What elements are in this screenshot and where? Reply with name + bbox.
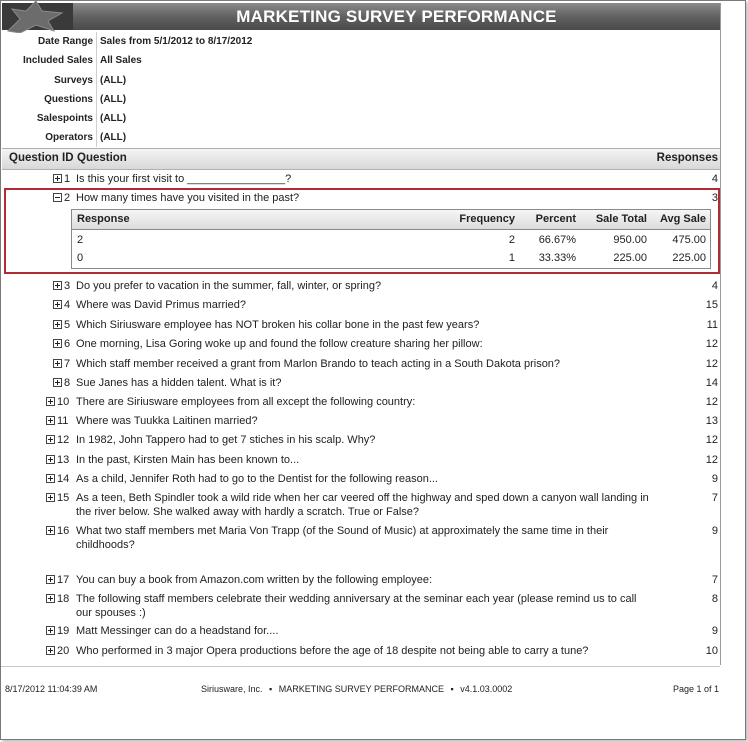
- question-text: As a teen, Beth Spindler took a wild ride when her car veered off the highway and sped down a canyon wall landing in the river below. She walked away with hardly a scratch. True or False?: [76, 492, 649, 518]
- detail-frequency: 1: [508, 252, 515, 264]
- param-label: Questions: [44, 93, 93, 105]
- question-responses: 9: [711, 625, 718, 637]
- question-id: 11: [57, 415, 69, 427]
- detail-col-avg-sale: Avg Sale: [659, 213, 706, 225]
- question-text: Where was David Primus married?: [76, 299, 246, 311]
- col-question: Question: [77, 152, 127, 164]
- detail-percent: 66.67%: [538, 234, 576, 246]
- question-id: 10: [57, 396, 70, 408]
- param-value: (ALL): [100, 132, 127, 144]
- question-responses: 10: [705, 645, 718, 657]
- question-id: 2: [64, 192, 71, 204]
- question-text: There are Siriusware employees from all except the following country:: [76, 396, 416, 408]
- col-question-id: Question ID: [9, 152, 74, 164]
- detail-avg-sale: 225.00: [672, 252, 706, 264]
- question-responses: 12: [705, 434, 718, 446]
- expand-icon[interactable]: [53, 300, 62, 309]
- param-value: (ALL): [100, 93, 127, 105]
- expand-icon[interactable]: [46, 646, 55, 655]
- question-id: 20: [57, 645, 70, 657]
- question-id: 19: [57, 625, 70, 637]
- footer-center: [201, 684, 512, 694]
- param-value: Sales from 5/1/2012 to 8/17/2012: [100, 36, 253, 47]
- question-text: Matt Messinger can do a headstand for....: [76, 625, 279, 637]
- question-responses: 8: [711, 593, 718, 605]
- detail-sale-total: 950.00: [613, 234, 647, 246]
- expand-icon[interactable]: [53, 281, 62, 290]
- param-label: Surveys: [54, 74, 93, 86]
- question-text: Do you prefer to vacation in the summer, fall, winter, or spring?: [76, 280, 382, 292]
- detail-percent: 33.33%: [538, 252, 576, 264]
- question-text: As a child, Jennifer Roth had to go to the Dentist for the following reason...: [76, 473, 438, 485]
- param-row: [1, 90, 720, 109]
- question-responses: 13: [705, 415, 718, 427]
- detail-col-frequency: Frequency: [459, 213, 515, 225]
- expand-icon[interactable]: [53, 174, 62, 183]
- question-text: Which Siriusware employee has NOT broken his collar bone in the past few years?: [76, 319, 480, 331]
- question-id: 5: [64, 319, 71, 331]
- param-value: All Sales: [100, 55, 142, 67]
- question-id: 13: [57, 454, 70, 466]
- question-id: 4: [64, 299, 71, 311]
- question-id: 1: [64, 173, 71, 185]
- question-responses: 12: [705, 338, 718, 350]
- question-id: 17: [57, 574, 70, 586]
- expand-icon[interactable]: [53, 320, 62, 329]
- col-responses: Responses: [656, 152, 718, 164]
- expand-icon[interactable]: [46, 397, 55, 406]
- param-label: Date Range: [37, 36, 93, 47]
- detail-row: [72, 249, 710, 267]
- footer-page-number: Page 1 of 1: [672, 684, 719, 694]
- question-responses: 12: [705, 396, 718, 408]
- param-label: Included Sales: [22, 55, 93, 67]
- question-id: 3: [64, 280, 71, 292]
- question-responses: 11: [706, 319, 718, 331]
- expand-icon[interactable]: [46, 474, 55, 483]
- footer-company: Siriusware, Inc.: [201, 684, 263, 694]
- question-responses: 15: [705, 299, 718, 311]
- detail-avg-sale: 475.00: [672, 234, 706, 246]
- expand-icon[interactable]: [53, 378, 62, 387]
- detail-col-sale-total: Sale Total: [595, 213, 647, 225]
- footer-separator: ▪: [269, 684, 273, 694]
- question-id: 14: [57, 473, 70, 485]
- question-id: 18: [57, 593, 70, 605]
- question-id: 15: [57, 492, 70, 504]
- question-text: Sue Janes has a hidden talent. What is it?: [76, 377, 282, 389]
- question-text: What two staff members met Maria Von Trapp (of the Sound of Music) at approximately the same time in their childhoods?: [76, 525, 609, 551]
- detail-row: [72, 231, 710, 249]
- detail-col-response: Response: [77, 213, 130, 225]
- question-text: In the past, Kirsten Main has been known to...: [76, 454, 300, 466]
- param-row: [1, 32, 720, 51]
- expand-icon[interactable]: [46, 575, 55, 584]
- question-responses: 12: [705, 358, 718, 370]
- question-text: In 1982, John Tappero had to get 7 stiches in his scalp. Why?: [76, 434, 376, 446]
- star-logo-icon: [2, 1, 74, 33]
- question-responses: 9: [711, 525, 718, 537]
- detail-response: 0: [77, 252, 84, 264]
- expand-icon[interactable]: [46, 526, 55, 535]
- footer-report-name: MARKETING SURVEY PERFORMANCE: [278, 684, 444, 694]
- param-row: [1, 109, 720, 128]
- question-id: 6: [64, 338, 71, 350]
- page-right-rule: [720, 3, 721, 665]
- question-responses: 7: [711, 574, 718, 586]
- question-text: Is this your first visit to ________________?: [76, 173, 292, 185]
- expand-icon[interactable]: [46, 493, 55, 502]
- expand-icon[interactable]: [46, 435, 55, 444]
- question-responses: 4: [711, 173, 718, 185]
- question-id: 12: [57, 434, 70, 446]
- question-responses: 9: [711, 473, 718, 485]
- question-text: Who performed in 3 major Opera productions before the age of 18 despite not being able to carry a tune?: [76, 645, 589, 657]
- question-id: 7: [64, 358, 71, 370]
- question-responses: 4: [711, 280, 718, 292]
- expand-icon[interactable]: [46, 416, 55, 425]
- question-responses: 14: [705, 377, 718, 389]
- question-responses: 3: [711, 192, 718, 204]
- param-row: [1, 128, 720, 147]
- question-text: You can buy a book from Amazon.com written by the following employee:: [76, 574, 433, 586]
- detail-sale-total: 225.00: [613, 252, 647, 264]
- footer-version: v4.1.03.0002: [460, 684, 513, 694]
- question-id: 16: [57, 525, 70, 537]
- report-parameters: [1, 32, 720, 148]
- detail-response: 2: [77, 234, 84, 246]
- detail-header: [72, 210, 710, 230]
- detail-frequency: 2: [508, 234, 515, 246]
- expand-icon[interactable]: [46, 455, 55, 464]
- question-text: How many times have you visited in the past?: [76, 192, 300, 204]
- footer-rule: [1, 666, 720, 667]
- expand-icon[interactable]: [53, 339, 62, 348]
- questions-header: [2, 148, 720, 170]
- report-title: MARKETING SURVEY PERFORMANCE: [73, 3, 720, 30]
- question-text: Where was Tuukka Laitinen married?: [76, 415, 258, 427]
- question-text: Which staff member received a grant from Marlon Brando to teach acting in a South Dakota prison?: [76, 358, 561, 370]
- expand-icon[interactable]: [53, 359, 62, 368]
- question-text: The following staff members celebrate their wedding anniversary at the seminar each year (please remind us to call our spouses :): [76, 593, 637, 619]
- param-value: (ALL): [100, 74, 127, 86]
- expand-icon[interactable]: [46, 594, 55, 603]
- param-row: [1, 71, 720, 90]
- param-label: Operators: [45, 132, 93, 144]
- footer-separator: ▪: [450, 684, 454, 694]
- detail-col-percent: Percent: [535, 213, 576, 225]
- question-responses: 12: [705, 454, 718, 466]
- expand-icon[interactable]: [46, 626, 55, 635]
- footer-timestamp: 8/17/2012 11:04:39 AM: [5, 684, 98, 694]
- question-text: One morning, Lisa Goring woke up and found the follow creature sharing her pillow:: [76, 338, 483, 350]
- question-id: 8: [64, 377, 71, 389]
- param-value: (ALL): [100, 113, 127, 125]
- response-detail-table: [71, 209, 711, 269]
- param-row: [1, 51, 720, 70]
- question-responses: 7: [711, 492, 718, 504]
- param-label: Salespoints: [36, 113, 93, 125]
